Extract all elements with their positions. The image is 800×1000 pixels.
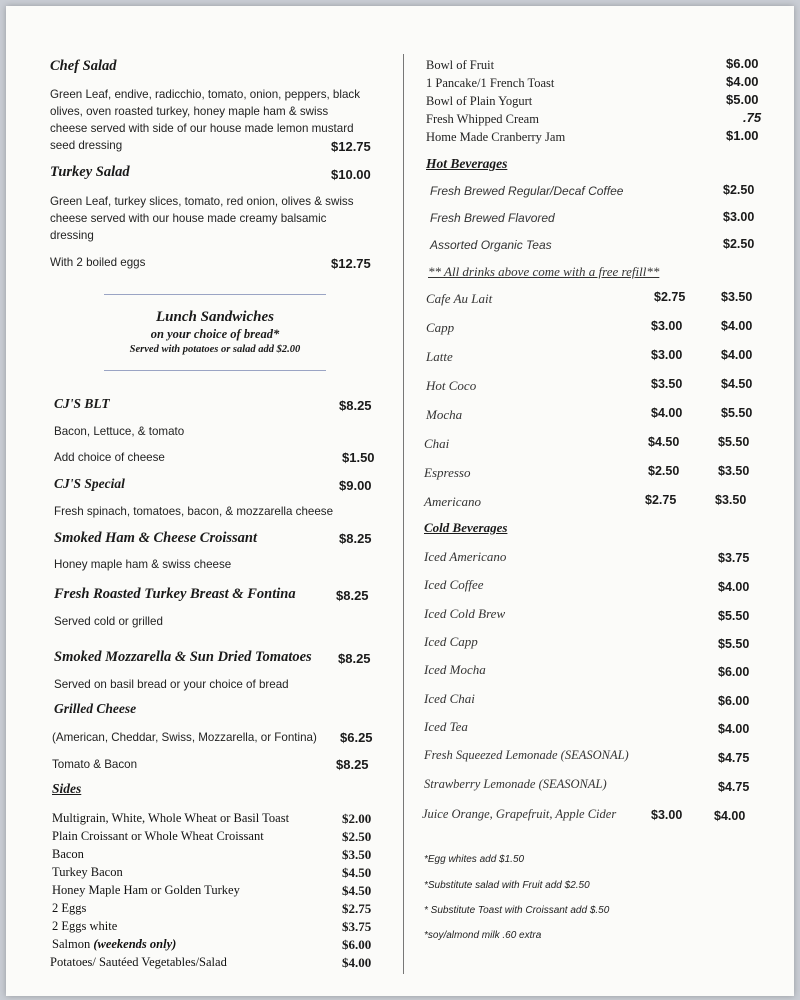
cold-item: Fresh Squeezed Lemonade (SEASONAL) [424, 748, 629, 762]
hot-item: Fresh Brewed Flavored [430, 211, 555, 225]
cold-price: $4.00 [718, 580, 750, 594]
drink-price-small: $3.50 [651, 377, 683, 391]
blt-title: CJ'S BLT [54, 396, 110, 411]
mozzarella-desc: Served on basil bread or your choice of bread [54, 678, 289, 691]
menu-page [6, 6, 794, 996]
grilled-cheese-addon: Tomato & Bacon [52, 758, 138, 771]
turkey-salad-extra: With 2 boiled eggs [50, 256, 146, 269]
drink-price-small: $4.50 [648, 435, 680, 449]
juice-price-large: $4.00 [714, 809, 746, 823]
blt-price: $8.25 [339, 398, 372, 413]
drink-item: Americano [424, 494, 482, 509]
side-price: $2.75 [342, 901, 372, 916]
hot-beverages-title: Hot Beverages [426, 156, 508, 171]
drink-item: Latte [426, 349, 453, 364]
cold-item: Iced Tea [424, 719, 468, 734]
drink-item: Mocha [426, 407, 463, 422]
turkey-fontina-title: Fresh Roasted Turkey Breast & Fontina [54, 586, 296, 602]
drink-item: Hot Coco [426, 378, 477, 393]
side-item [52, 937, 176, 952]
cold-price: $4.75 [718, 780, 750, 794]
sandwiches-title: Lunch Sandwiches [156, 309, 274, 325]
hot-item: Assorted Organic Teas [430, 238, 552, 252]
drink-price-small: $3.00 [651, 348, 683, 362]
drink-price-large: $3.50 [718, 464, 750, 478]
blt-desc: Bacon, Lettuce, & tomato [54, 425, 185, 438]
drink-item: Cafe Au Lait [426, 291, 493, 306]
drink-price-small: $3.00 [651, 319, 683, 333]
side-item: Multigrain, White, Whole Wheat or Basil Toast [52, 811, 290, 825]
turkey-salad-extra-price: $12.75 [331, 256, 371, 271]
special-price: $9.00 [339, 478, 372, 493]
cold-price: $5.50 [718, 609, 750, 623]
grilled-cheese-title: Grilled Cheese [54, 701, 137, 716]
footnote: *Egg whites add $1.50 [424, 854, 525, 865]
chef-salad-desc-3: cheese served with side of our house made lemon mustard [50, 122, 354, 135]
cold-item: Iced Coffee [424, 577, 484, 592]
turkey-fontina-desc: Served cold or grilled [54, 615, 163, 628]
chef-salad-desc-1: Green Leaf, endive, radicchio, tomato, onion, peppers, black [50, 88, 360, 101]
side-price: $4.50 [342, 865, 372, 880]
cold-price: $4.00 [718, 722, 750, 736]
side-item: 2 Eggs [52, 901, 87, 915]
cold-item: Iced Americano [424, 549, 507, 564]
sides-title: Sides [52, 781, 82, 796]
mozzarella-title: Smoked Mozzarella & Sun Dried Tomatoes [54, 649, 312, 665]
fruit-item: Fresh Whipped Cream [426, 112, 539, 126]
sandwich-rule-top [104, 294, 326, 295]
refill-note: ** All drinks above come with a free refill** [428, 264, 660, 279]
side-price: $6.00 [342, 937, 372, 952]
grilled-cheese-price: $6.25 [340, 730, 373, 745]
side-item: Potatoes/ Sautéed Vegetables/Salad [50, 955, 227, 969]
croissant-price: $8.25 [339, 531, 372, 546]
column-divider [403, 54, 404, 974]
cold-item: Strawberry Lemonade (SEASONAL) [424, 777, 607, 791]
chef-salad-desc-4: seed dressing [50, 139, 123, 152]
side-item: Honey Maple Ham or Golden Turkey [52, 883, 240, 897]
cold-price: $4.75 [718, 751, 750, 765]
side-price: $3.75 [342, 919, 372, 934]
chef-salad-price: $12.75 [331, 139, 371, 154]
drink-price-large: $5.50 [718, 435, 750, 449]
cold-price: $6.00 [718, 694, 750, 708]
drink-item: Espresso [424, 465, 471, 480]
fruit-item: Bowl of Fruit [426, 58, 495, 72]
drink-price-large: $3.50 [721, 290, 753, 304]
hot-price: $3.00 [723, 210, 755, 224]
cold-price: $3.75 [718, 551, 750, 565]
cold-item: Iced Chai [424, 691, 475, 706]
fruit-item: 1 Pancake/1 French Toast [426, 76, 555, 90]
grilled-cheese-addon-price: $8.25 [336, 757, 369, 772]
side-price: $2.50 [342, 829, 372, 844]
juice-item: Juice Orange, Grapefruit, Apple Cider [422, 807, 617, 821]
blt-addon-price: $1.50 [342, 450, 375, 465]
sandwich-rule-bottom [104, 370, 326, 371]
turkey-salad-price: $10.00 [331, 167, 371, 182]
side-item-label: Salmon [52, 937, 91, 951]
grilled-cheese-desc: (American, Cheddar, Swiss, Mozzarella, or Fontina) [52, 731, 317, 744]
side-price: $4.50 [342, 883, 372, 898]
drink-item: Capp [426, 320, 455, 335]
cold-item: Iced Capp [424, 634, 478, 649]
cold-beverages-title: Cold Beverages [424, 520, 508, 535]
special-title: CJ'S Special [54, 476, 125, 491]
drink-price-small: $4.00 [651, 406, 683, 420]
croissant-desc: Honey maple ham & swiss cheese [54, 558, 232, 571]
side-price: $2.00 [342, 811, 372, 826]
juice-price-small: $3.00 [651, 808, 683, 822]
fruit-price: .75 [743, 110, 762, 125]
footnote: *soy/almond milk .60 extra [424, 930, 542, 941]
drink-price-large: $4.00 [721, 319, 753, 333]
fruit-item: Home Made Cranberry Jam [426, 130, 566, 144]
fruit-price: $4.00 [726, 74, 759, 89]
side-item: Bacon [52, 847, 84, 861]
turkey-salad-title: Turkey Salad [50, 164, 130, 180]
chef-salad-desc-2: olives, oven roasted turkey, honey maple ham & swiss [50, 105, 329, 118]
blt-addon: Add choice of cheese [54, 451, 165, 464]
drink-price-large: $4.50 [721, 377, 753, 391]
turkey-fontina-price: $8.25 [336, 588, 369, 603]
fruit-price: $6.00 [726, 56, 759, 71]
hot-price: $2.50 [723, 183, 755, 197]
side-item: Turkey Bacon [52, 865, 123, 879]
side-price: $3.50 [342, 847, 372, 862]
mozzarella-price: $8.25 [338, 651, 371, 666]
drink-item: Chai [424, 436, 450, 451]
cold-price: $6.00 [718, 665, 750, 679]
cold-price: $5.50 [718, 637, 750, 651]
drink-price-large: $3.50 [715, 493, 747, 507]
footnote: * Substitute Toast with Croissant add $.50 [424, 905, 610, 916]
side-item: Plain Croissant or Whole Wheat Croissant [52, 829, 264, 843]
turkey-salad-desc-3: dressing [50, 229, 94, 242]
turkey-salad-desc-1: Green Leaf, turkey slices, tomato, red onion, olives & swiss [50, 195, 354, 208]
cold-item: Iced Mocha [424, 662, 486, 677]
drink-price-large: $4.00 [721, 348, 753, 362]
hot-price: $2.50 [723, 237, 755, 251]
fruit-price: $1.00 [726, 128, 759, 143]
side-item-note: (weekends only) [93, 937, 177, 951]
drink-price-large: $5.50 [721, 406, 753, 420]
side-item: 2 Eggs white [52, 919, 118, 933]
turkey-salad-desc-2: cheese served with our house made creamy balsamic [50, 212, 327, 225]
side-price: $4.00 [342, 955, 372, 970]
special-desc: Fresh spinach, tomatoes, bacon, & mozzarella cheese [54, 505, 334, 518]
hot-item: Fresh Brewed Regular/Decaf Coffee [430, 184, 624, 198]
sandwiches-subtitle: on your choice of bread* [150, 327, 280, 341]
sandwiches-note: Served with potatoes or salad add $2.00 [129, 344, 301, 355]
drink-price-small: $2.50 [648, 464, 680, 478]
footnote: *Substitute salad with Fruit add $2.50 [424, 880, 590, 891]
fruit-price: $5.00 [726, 92, 759, 107]
fruit-item: Bowl of Plain Yogurt [426, 94, 533, 108]
croissant-title: Smoked Ham & Cheese Croissant [54, 530, 258, 546]
drink-price-small: $2.75 [654, 290, 686, 304]
cold-item: Iced Cold Brew [424, 606, 506, 621]
drink-price-small: $2.75 [645, 493, 677, 507]
chef-salad-title: Chef Salad [50, 58, 117, 74]
